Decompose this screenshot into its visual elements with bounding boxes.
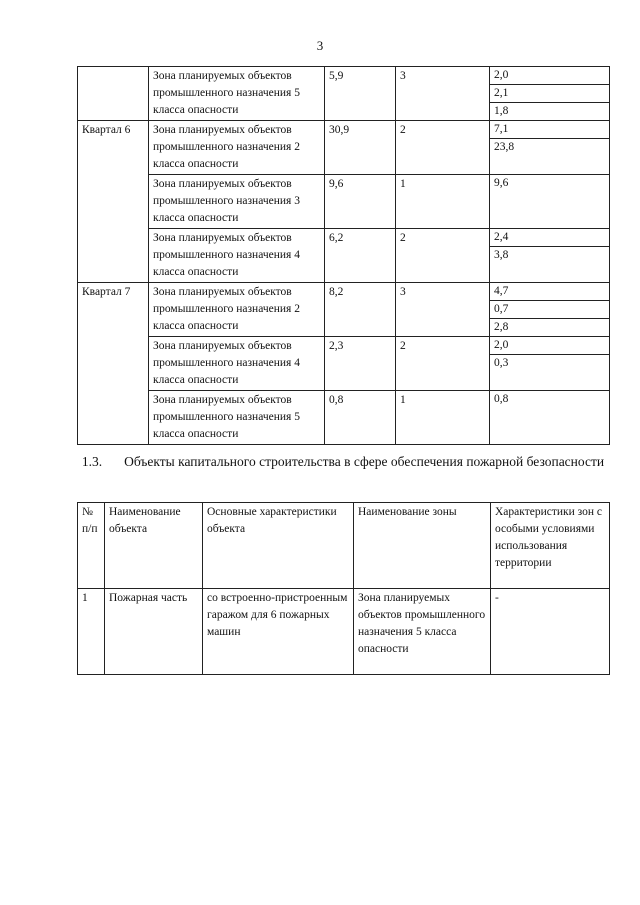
count-cell: 1 — [396, 175, 490, 229]
values-cell — [490, 283, 610, 337]
value-line: 2,1 — [490, 85, 609, 103]
count-cell: 2 — [396, 121, 490, 175]
zones-table — [77, 66, 610, 445]
quarter-cell: Квартал 6 — [78, 121, 149, 283]
header-number: № п/п — [78, 503, 105, 589]
count-cell: 2 — [396, 229, 490, 283]
value-line: 1,8 — [494, 105, 509, 117]
count-cell: 3 — [396, 283, 490, 337]
value-line: 0,3 — [494, 357, 509, 369]
value-line: 2,0 — [490, 337, 609, 355]
value-line: 2,8 — [494, 321, 509, 333]
table-row — [78, 229, 610, 283]
table-row — [78, 283, 610, 337]
quarter-cell — [78, 67, 149, 121]
value-line: 9,6 — [494, 177, 509, 189]
area-cell: 6,2 — [325, 229, 396, 283]
values-cell — [490, 391, 610, 445]
zone-cell: Зона планируемых объектов промышленного назначения 4 класса опасности — [149, 337, 325, 391]
area-cell: 30,9 — [325, 121, 396, 175]
zone-cell: Зона планируемых объектов промышленного назначения 4 класса опасности — [149, 229, 325, 283]
count-cell: 2 — [396, 337, 490, 391]
table-row — [78, 67, 610, 121]
section-heading — [77, 452, 609, 471]
values-cell — [490, 229, 610, 283]
value-line: 0,8 — [494, 393, 509, 405]
values-cell — [490, 67, 610, 121]
table-row — [78, 121, 610, 175]
section-number: 1.3. — [81, 454, 103, 469]
header-object-name: Наименование объекта — [105, 503, 203, 589]
quarter-cell: Квартал 7 — [78, 283, 149, 445]
table-row — [78, 337, 610, 391]
header-characteristics: Основные характеристики объекта — [203, 503, 354, 589]
zone-cell: Зона планируемых объектов промышленного назначения 3 класса опасности — [149, 175, 325, 229]
zone-cell: Зона планируемых объектов промышленного назначения 2 класса опасности — [149, 283, 325, 337]
cell-special-conditions: - — [491, 589, 610, 675]
table-header-row — [78, 503, 610, 589]
zone-cell: Зона планируемых объектов промышленного назначения 5 класса опасности — [149, 67, 325, 121]
section-title: Объекты капитального строительства в сфере обеспечения пожарной безопасности — [124, 454, 605, 469]
value-line: 2,0 — [490, 67, 609, 85]
cell-object-name: Пожарная часть — [105, 589, 203, 675]
values-cell — [490, 337, 610, 391]
cell-number: 1 — [78, 589, 105, 675]
zone-cell: Зона планируемых объектов промышленного назначения 5 класса опасности — [149, 391, 325, 445]
value-line: 2,4 — [490, 229, 609, 247]
area-cell: 2,3 — [325, 337, 396, 391]
area-cell: 8,2 — [325, 283, 396, 337]
page-number: 3 — [316, 38, 324, 53]
value-line: 23,8 — [494, 141, 515, 153]
area-cell: 0,8 — [325, 391, 396, 445]
area-cell: 9,6 — [325, 175, 396, 229]
cell-characteristics: со встроенно-пристроенным гаражом для 6 пожарных машин — [203, 589, 354, 675]
header-special-conditions: Характеристики зон с особыми условиями использования территории — [491, 503, 610, 589]
zone-cell: Зона планируемых объектов промышленного назначения 2 класса опасности — [149, 121, 325, 175]
count-cell: 1 — [396, 391, 490, 445]
table-row — [78, 175, 610, 229]
value-line: 7,1 — [490, 121, 609, 139]
count-cell: 3 — [396, 67, 490, 121]
values-cell — [490, 121, 610, 175]
area-cell: 5,9 — [325, 67, 396, 121]
cell-zone-name: Зона планируемых объектов промышленного назначения 5 класса опасности — [354, 589, 491, 675]
fire-safety-objects-table — [77, 502, 610, 675]
value-line: 4,7 — [490, 283, 609, 301]
value-line: 0,7 — [490, 301, 609, 319]
values-cell — [490, 175, 610, 229]
table-row — [78, 391, 610, 445]
header-zone-name: Наименование зоны — [354, 503, 491, 589]
value-line: 3,8 — [494, 249, 509, 261]
table-row — [78, 589, 610, 675]
